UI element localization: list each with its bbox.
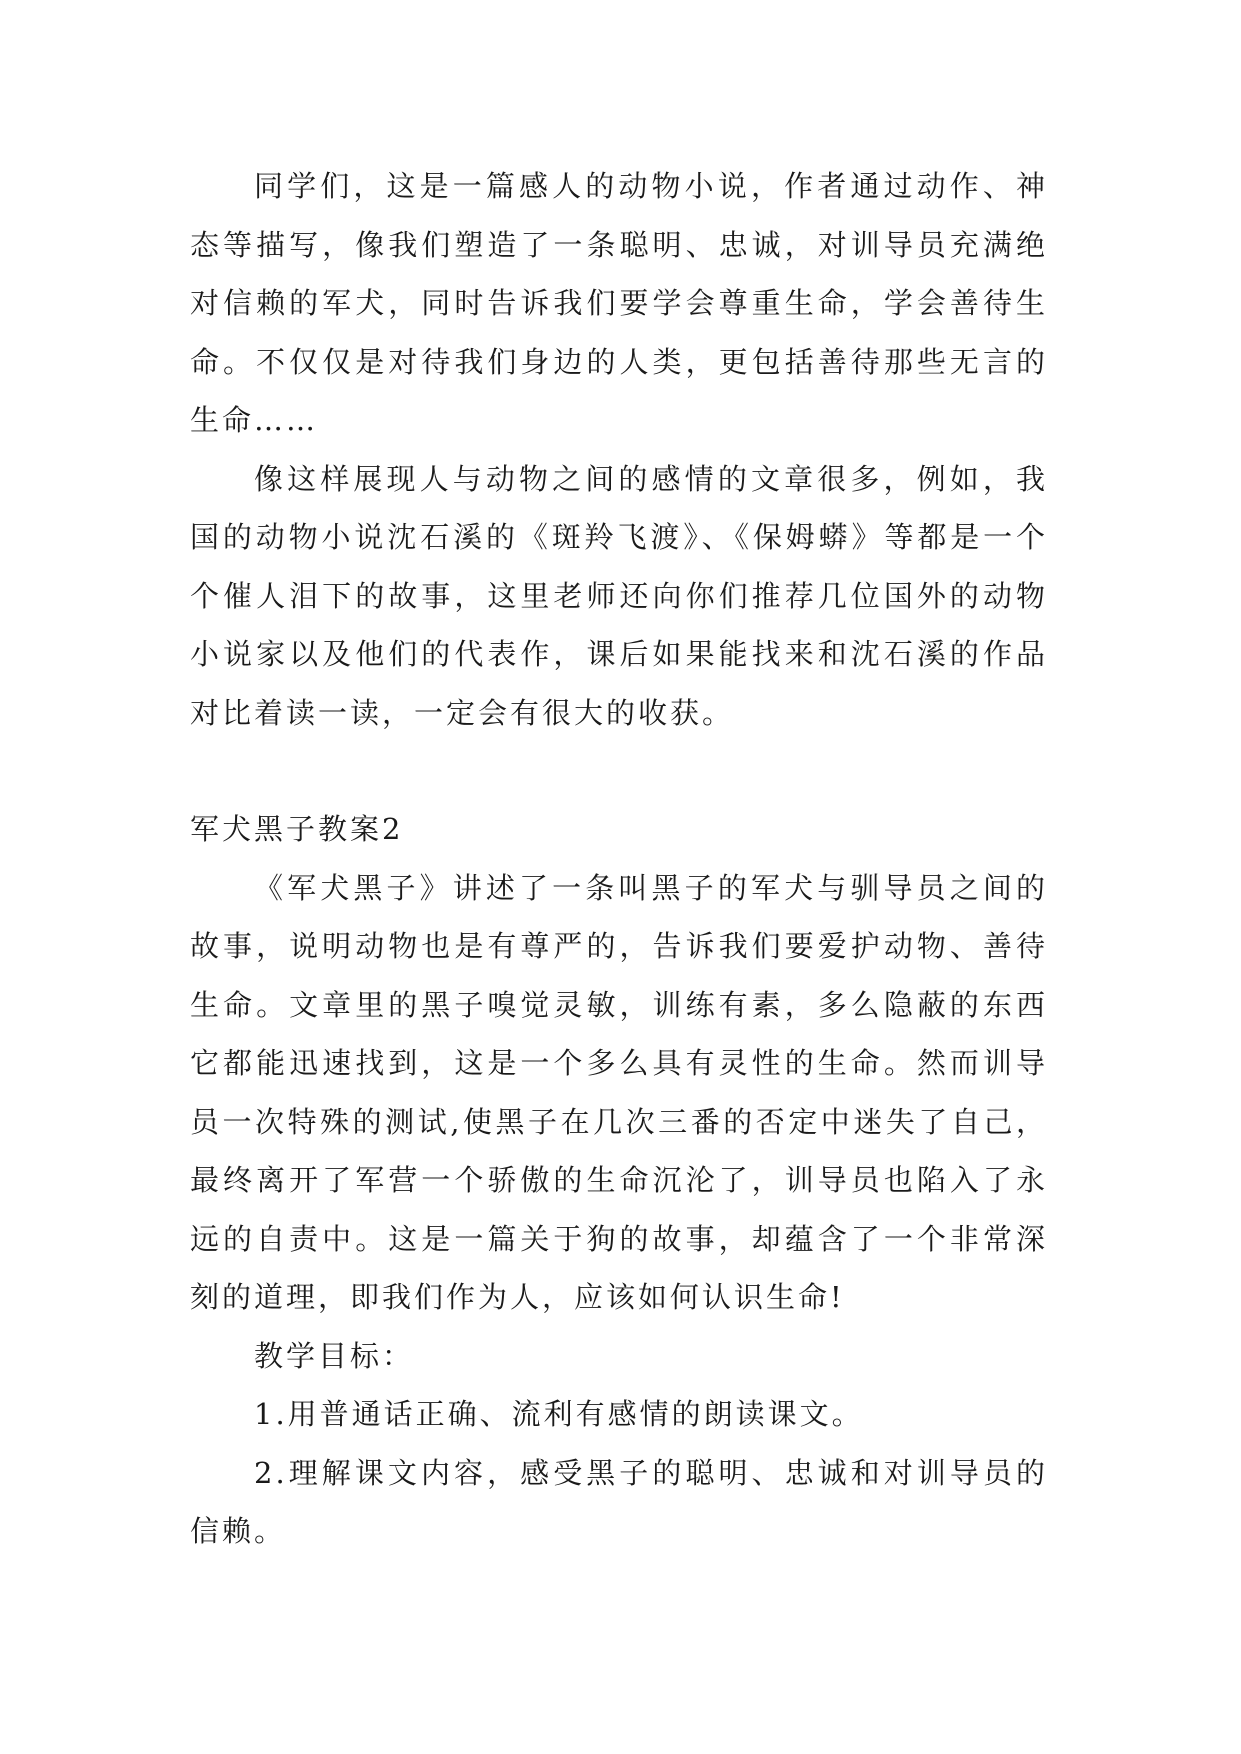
document-body xyxy=(190,157,1048,1561)
section-heading: 军犬黑子教案2 xyxy=(190,812,404,846)
objective-item-1: 1.用普通话正确、流利有感情的朗读课文。 xyxy=(254,1397,864,1431)
section-paragraph: 《军犬黑子》讲述了一条叫黑子的军犬与驯导员之间的故事，说明动物也是有尊严的，告诉我们要爱护动物、善待生命。文章里的黑子嗅觉灵敏，训练有素，多么隐蔽的东西它都能迅速找到，这是一个多么具有灵性的生命。然而训导员一次特殊的测试,使黑子在几次三番的否定中迷失了自己，最终离开了军营一个骄傲的生命沉沦了，训导员也陷入了永远的自责中。这是一篇关于狗的故事，却蕴含了一个非常深刻的道理，即我们作为人，应该如何认识生命! xyxy=(190,870,1048,1314)
objective-item-2: 2.理解课文内容，感受黑子的聪明、忠诚和对训导员的信赖。 xyxy=(190,1455,1048,1548)
objectives-label: 教学目标： xyxy=(254,1338,415,1373)
intro-paragraph-2: 像这样展现人与动物之间的感情的文章很多，例如，我国的动物小说沈石溪的《斑羚飞渡》、《保姆蟒》等都是一个个催人泪下的故事，这里老师还向你们推荐几位国外的动物小说家以及他们的代表作，课后如果能找来和沈石溪的作品对比着读一读，一定会有很大的收获。 xyxy=(190,461,1048,730)
intro-paragraph-1: 同学们，这是一篇感人的动物小说，作者通过动作、神态等描写，像我们塑造了一条聪明、忠诚，对训导员充满绝对信赖的军犬，同时告诉我们要学会尊重生命，学会善待生命。不仅仅是对待我们身边的人类，更包括善待那些无言的生命…… xyxy=(190,169,1048,437)
